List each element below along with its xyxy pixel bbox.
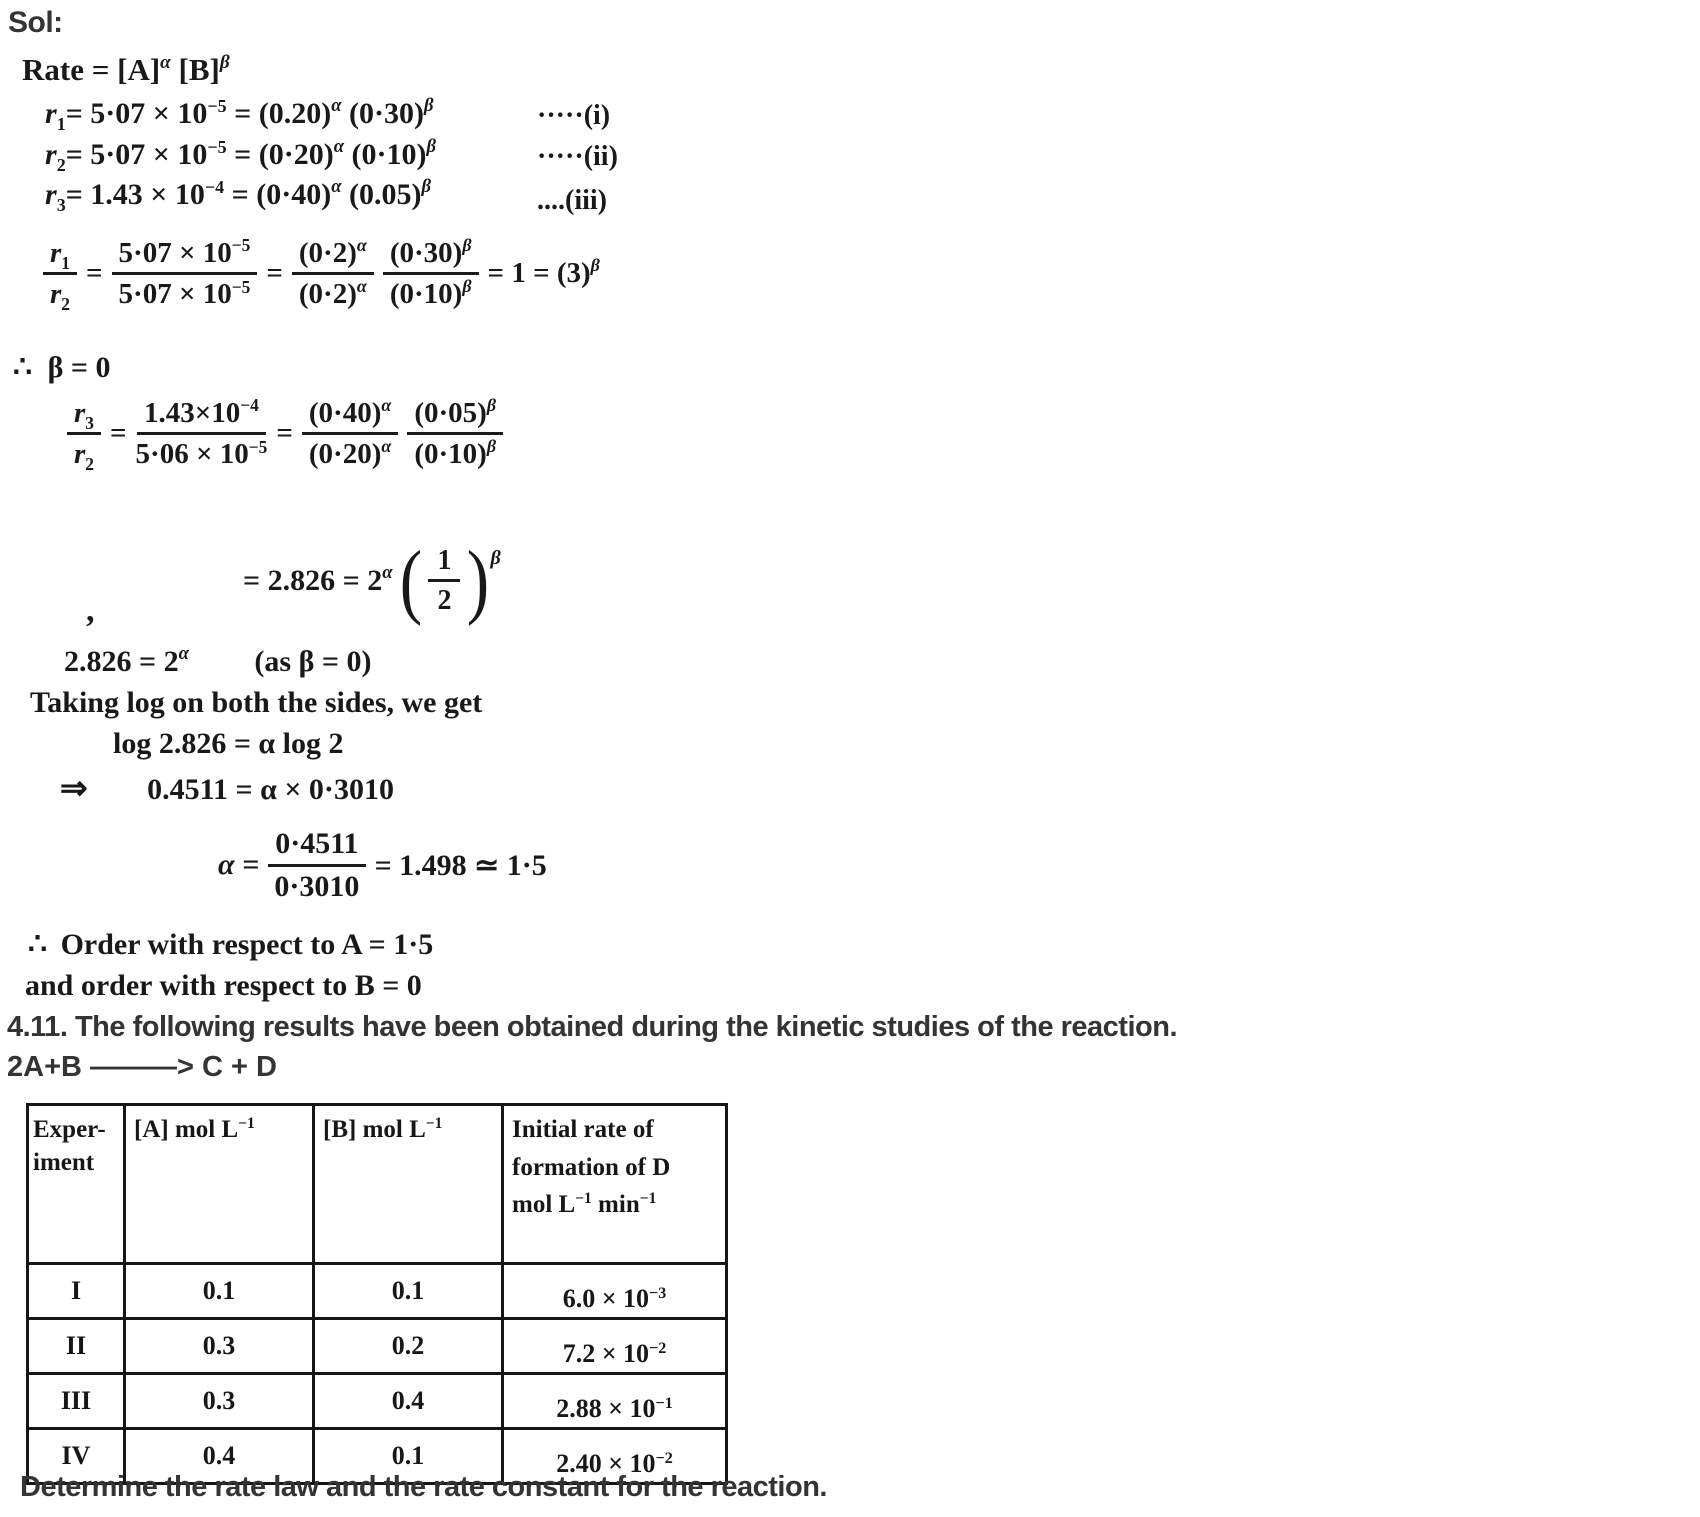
alpha-exp: α bbox=[331, 176, 342, 198]
cell-conc-b: 0.1 bbox=[314, 1429, 503, 1484]
implies-line bbox=[60, 768, 394, 808]
fraction-rates bbox=[135, 395, 268, 471]
rate-equation-3 bbox=[45, 176, 432, 215]
table-row bbox=[28, 1319, 727, 1374]
rate-exp: −1 bbox=[655, 1395, 673, 1413]
rate-equation-2 bbox=[45, 136, 437, 175]
r-sub: 3 bbox=[56, 194, 66, 215]
order-b-conclusion: and order with respect to B = 0 bbox=[25, 969, 422, 1002]
order-a-text: Order with respect to A = 1·5 bbox=[60, 928, 434, 961]
rate-value: 2.40 × 10 bbox=[556, 1449, 656, 1478]
lhs bbox=[64, 645, 189, 678]
equation-label-iii: ....(iii) bbox=[537, 185, 607, 216]
equals-sign: = bbox=[276, 417, 293, 450]
tail-exp: β bbox=[590, 255, 600, 276]
num-one: 1 bbox=[428, 546, 460, 581]
num-exp: β bbox=[486, 394, 497, 415]
num-text: 0·4511 bbox=[268, 828, 365, 867]
unit-sup: −1 bbox=[575, 1190, 592, 1208]
alpha-lead: α = bbox=[218, 848, 260, 881]
header-line: formation of D bbox=[512, 1153, 671, 1181]
alpha-exp: α bbox=[331, 95, 342, 117]
beta-exponent: β bbox=[219, 52, 230, 74]
exp: −4 bbox=[204, 176, 225, 197]
beta-conclusion bbox=[13, 350, 111, 385]
cell-conc-b: 0.4 bbox=[314, 1374, 503, 1429]
cell-experiment: IV bbox=[28, 1429, 125, 1484]
table-row bbox=[28, 1264, 727, 1319]
rate-value: 2.88 × 10 bbox=[556, 1394, 656, 1423]
cell-rate bbox=[503, 1264, 727, 1319]
header-line: iment bbox=[33, 1148, 95, 1176]
fraction-r3-over-r2 bbox=[67, 397, 101, 475]
rate-equation-1 bbox=[45, 95, 434, 134]
beta-value: β = 0 bbox=[47, 351, 111, 384]
unit-text: min bbox=[591, 1191, 640, 1218]
determine-instruction: Determine the rate law and the rate constant for the reaction. bbox=[20, 1471, 827, 1503]
header-text: [B] mol L bbox=[323, 1116, 426, 1143]
big-close-paren: ) bbox=[467, 534, 490, 627]
num-text: (0·2) bbox=[298, 237, 357, 269]
rhs2: (0·30) bbox=[341, 97, 425, 130]
rate-exp: −2 bbox=[655, 1450, 673, 1468]
equals-sign: = bbox=[86, 257, 103, 290]
alpha-calculation bbox=[218, 828, 547, 902]
order-a-conclusion bbox=[28, 927, 433, 962]
header-line: Initial rate of bbox=[512, 1116, 654, 1143]
r-sub: 1 bbox=[56, 113, 66, 134]
rhs: = (0·20) bbox=[226, 138, 334, 171]
den-exp: −5 bbox=[248, 436, 268, 457]
cell-experiment: I bbox=[28, 1264, 125, 1319]
result-lead bbox=[243, 564, 393, 598]
alpha-exp: α bbox=[178, 643, 189, 665]
alpha-exp: α bbox=[382, 562, 393, 584]
fraction-rates bbox=[112, 235, 258, 311]
fraction-conc-b bbox=[383, 234, 479, 311]
rhs2: (0.05) bbox=[341, 178, 422, 211]
beta-exp: β bbox=[426, 136, 437, 158]
fraction-one-half bbox=[428, 546, 460, 615]
den-exp: α bbox=[356, 276, 367, 297]
result-2826-equation bbox=[243, 534, 501, 627]
den-exp: β bbox=[462, 276, 472, 297]
beta-exp: β bbox=[424, 95, 434, 117]
header-text: [A] mol L bbox=[134, 1116, 239, 1143]
rate-law-text: Rate = [A] bbox=[22, 52, 161, 87]
unit-sup: −1 bbox=[639, 1190, 657, 1208]
cell-conc-b: 0.1 bbox=[314, 1264, 503, 1319]
num-exp: −4 bbox=[240, 395, 259, 416]
r-var: r bbox=[74, 397, 86, 429]
cell-conc-a: 0.1 bbox=[125, 1264, 314, 1319]
ratio-r1-r2-equation bbox=[43, 234, 600, 315]
cell-experiment: II bbox=[28, 1319, 125, 1374]
header-conc-a bbox=[125, 1105, 314, 1264]
den-text: (0·20) bbox=[308, 438, 382, 471]
den-exp: −5 bbox=[231, 276, 251, 297]
den-text: 5·06 × 10 bbox=[135, 438, 249, 471]
ratio1-result bbox=[488, 257, 600, 290]
r-var: r bbox=[45, 138, 57, 171]
fraction-logs bbox=[268, 828, 365, 902]
fraction-conc-b bbox=[407, 394, 503, 471]
header-line: Exper- bbox=[33, 1116, 106, 1143]
eq-text: = 5·07 × 10 bbox=[65, 138, 208, 171]
rate-exp: −3 bbox=[649, 1285, 667, 1303]
header-experiment bbox=[28, 1105, 125, 1264]
num-exp: −5 bbox=[231, 235, 251, 256]
den-two: 2 bbox=[437, 584, 452, 616]
alpha-exp: α bbox=[333, 136, 345, 158]
rhs: = (0.20) bbox=[226, 97, 332, 130]
header-units-line bbox=[512, 1186, 717, 1224]
fraction-conc-a bbox=[292, 234, 374, 311]
header-conc-b bbox=[314, 1105, 503, 1264]
table-row bbox=[28, 1374, 727, 1429]
r-sub: 3 bbox=[85, 412, 94, 433]
cell-experiment: III bbox=[28, 1374, 125, 1429]
table-header-row bbox=[28, 1105, 727, 1264]
fraction-conc-a bbox=[302, 394, 398, 471]
r-sub: 2 bbox=[61, 294, 70, 315]
equation-label-ii: ·····(ii) bbox=[537, 141, 618, 172]
num-exp: α bbox=[381, 394, 392, 415]
unit-text: mol L bbox=[512, 1191, 576, 1218]
header-sup: −1 bbox=[238, 1115, 255, 1133]
num-exp: β bbox=[462, 234, 472, 255]
r-var: r bbox=[45, 178, 57, 211]
rate-law-equation bbox=[22, 52, 230, 88]
alpha-result: = 1.498 ≃ 1·5 bbox=[374, 848, 547, 882]
header-initial-rate bbox=[503, 1105, 727, 1264]
eq-text: = 1.43 × 10 bbox=[65, 178, 205, 211]
lead-text: = 2.826 = 2 bbox=[243, 563, 383, 597]
den-text: (0·10) bbox=[414, 438, 487, 471]
r-var: r bbox=[50, 237, 62, 269]
beta-exp: β bbox=[421, 176, 432, 198]
den-text: 5·07 × 10 bbox=[118, 278, 232, 311]
therefore-symbol: ∴ bbox=[13, 351, 33, 384]
r-sub: 2 bbox=[56, 154, 66, 175]
exp: −5 bbox=[207, 136, 227, 157]
reaction-equation: 2A+B ———> C + D bbox=[7, 1051, 277, 1083]
rate-exp: −2 bbox=[649, 1340, 667, 1358]
r-var: r bbox=[50, 278, 62, 311]
num-text: (0·05) bbox=[414, 397, 487, 429]
r-var: r bbox=[45, 97, 57, 130]
rate-value: 6.0 × 10 bbox=[562, 1284, 650, 1313]
num-text: (0·30) bbox=[389, 237, 463, 269]
alpha-exponent: α bbox=[160, 52, 171, 74]
cell-rate bbox=[503, 1319, 727, 1374]
stray-scan-mark: , bbox=[86, 592, 95, 629]
den-text: (0·2) bbox=[298, 278, 357, 311]
fraction-r1-over-r2 bbox=[43, 237, 77, 315]
rhs: = (0·40) bbox=[224, 178, 332, 211]
num-text: (0·40) bbox=[308, 397, 382, 429]
cell-conc-a: 0.4 bbox=[125, 1429, 314, 1484]
rate-law-text2: [B] bbox=[170, 52, 220, 87]
r-sub: 2 bbox=[85, 454, 94, 475]
solution-label: Sol: bbox=[8, 6, 63, 39]
beta-note: (as β = 0) bbox=[254, 645, 372, 678]
lhs-text: 2.826 = 2 bbox=[64, 645, 179, 678]
rhs2: (0·10) bbox=[344, 138, 427, 171]
equation-label-i: ·····(i) bbox=[537, 100, 611, 131]
den-exp: β bbox=[486, 436, 497, 457]
question-statement: 4.11. The following results have been obtained during the kinetic studies of the reaction. bbox=[7, 1011, 1177, 1043]
rate-value: 7.2 × 10 bbox=[562, 1339, 650, 1368]
cell-conc-a: 0.3 bbox=[125, 1374, 314, 1429]
tail-text: = 1 = (3) bbox=[487, 257, 591, 290]
cell-rate bbox=[503, 1374, 727, 1429]
cell-conc-b: 0.2 bbox=[314, 1319, 503, 1374]
taking-log-line: Taking log on both the sides, we get bbox=[30, 686, 483, 719]
log-equation: log 2.826 = α log 2 bbox=[113, 727, 344, 760]
beta-exp: β bbox=[490, 547, 501, 569]
implies-arrow: ⇒ bbox=[60, 771, 88, 807]
cell-conc-a: 0.3 bbox=[125, 1319, 314, 1374]
header-sup: −1 bbox=[425, 1115, 443, 1133]
num-text: 5·07 × 10 bbox=[118, 237, 232, 269]
den-text: (0·10) bbox=[389, 278, 463, 311]
r-var: r bbox=[74, 438, 86, 471]
num-text: 1.43×10 bbox=[143, 397, 241, 429]
den-exp: α bbox=[381, 436, 392, 457]
kinetics-data-table bbox=[26, 1103, 728, 1485]
equals-sign: = bbox=[266, 257, 283, 290]
num-exp: α bbox=[356, 234, 367, 255]
therefore-symbol: ∴ bbox=[28, 928, 48, 961]
r-sub: 1 bbox=[61, 252, 70, 273]
equals-sign: = bbox=[110, 417, 127, 450]
alpha-2826-line bbox=[64, 645, 371, 679]
implies-equation: 0.4511 = α × 0·3010 bbox=[147, 773, 394, 806]
exp: −5 bbox=[207, 95, 227, 116]
den-text: 0·3010 bbox=[274, 869, 360, 903]
eq-text: = 5·07 × 10 bbox=[65, 97, 208, 130]
ratio-r3-r2-equation bbox=[67, 394, 503, 475]
big-open-paren: ( bbox=[399, 534, 422, 627]
